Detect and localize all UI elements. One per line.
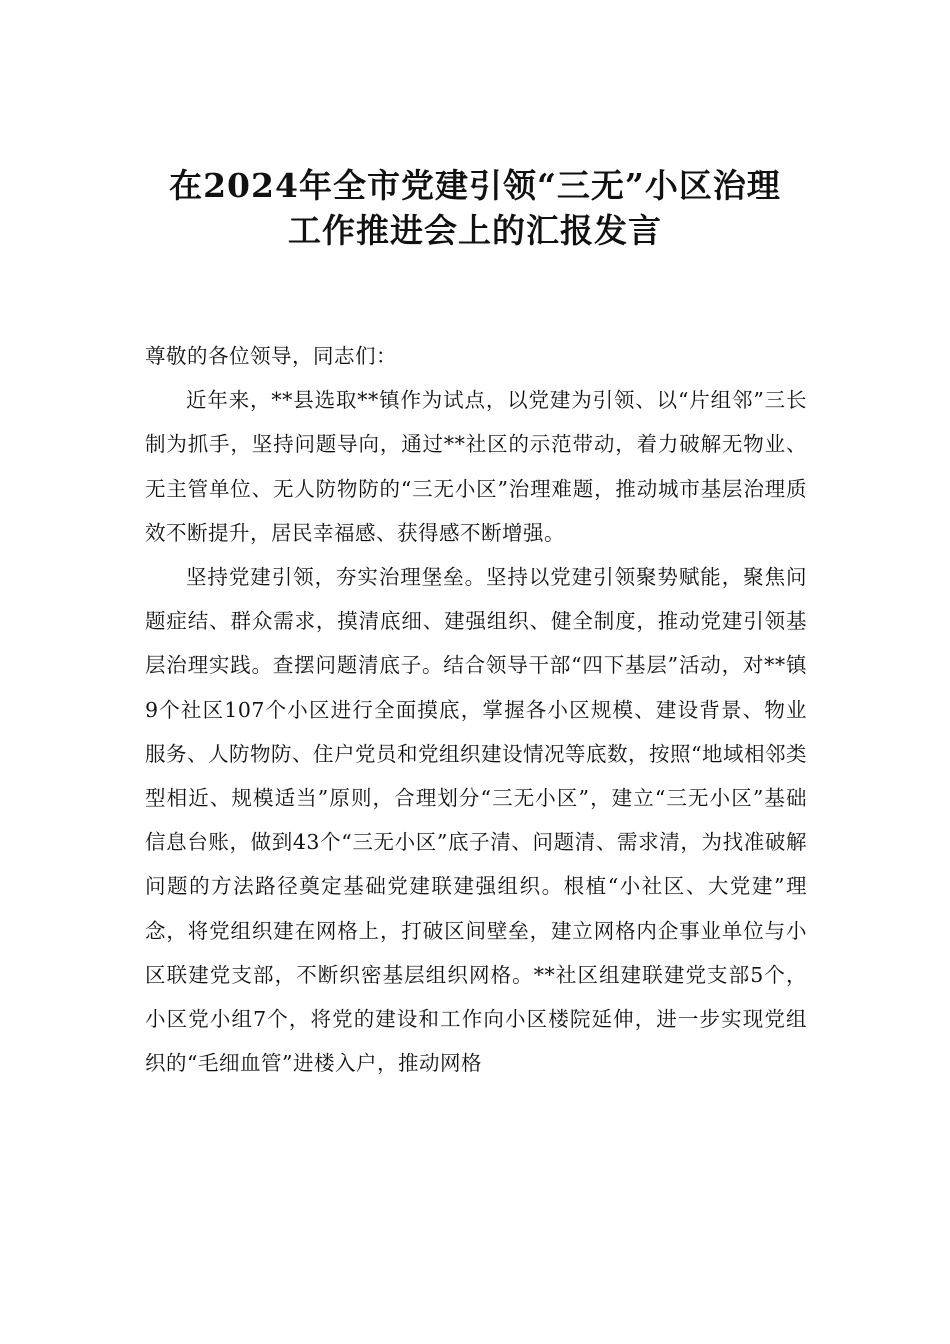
document-body	[145, 334, 807, 1085]
paragraph-2: 坚持党建引领，夯实治理堡垒。坚持以党建引领聚势赋能，聚焦问题症结、群众需求，摸清底细、建强组织、健全制度，推动党建引领基层治理实践。查摆问题清底子。结合领导干部“四下基层”活动，对**镇9个社区107个小区进行全面摸底，掌握各小区规模、建设背景、物业服务、人防物防、住户党员和党组织建设情况等底数，按照“地域相邻类型相近、规模适当”原则，合理划分“三无小区”，建立“三无小区”基础信息台账，做到43个“三无小区”底子清、问题清、需求清，为找准破解问题的方法路径奠定基础党建联建强组织。根植“小社区、大党建”理念，将党组织建在网格上，打破区间壁垒，建立网格内企事业单位与小区联建党支部，不断织密基层组织网格。**社区组建联建党支部5个，小区党小组7个，将党的建设和工作向小区楼院延伸，进一步实现党组织的“毛细血管”进楼入户，推动网格	[145, 565, 807, 1076]
document-title-line-1: 在2024年全市党建引领“三无”小区治理	[169, 166, 781, 205]
salutation: 尊敬的各位领导，同志们：	[145, 344, 397, 368]
document-title-line-2: 工作推进会上的汇报发言	[288, 211, 662, 250]
paragraph-1: 近年来，**县选取**镇作为试点，以党建为引领、以“片组邻”三长制为抓手，坚持问题导向，通过**社区的示范带动，着力破解无物业、无主管单位、无人防物防的“三无小区”治理难题，推动城市基层治理质效不断提升，居民幸福感、获得感不断增强。	[145, 388, 807, 545]
